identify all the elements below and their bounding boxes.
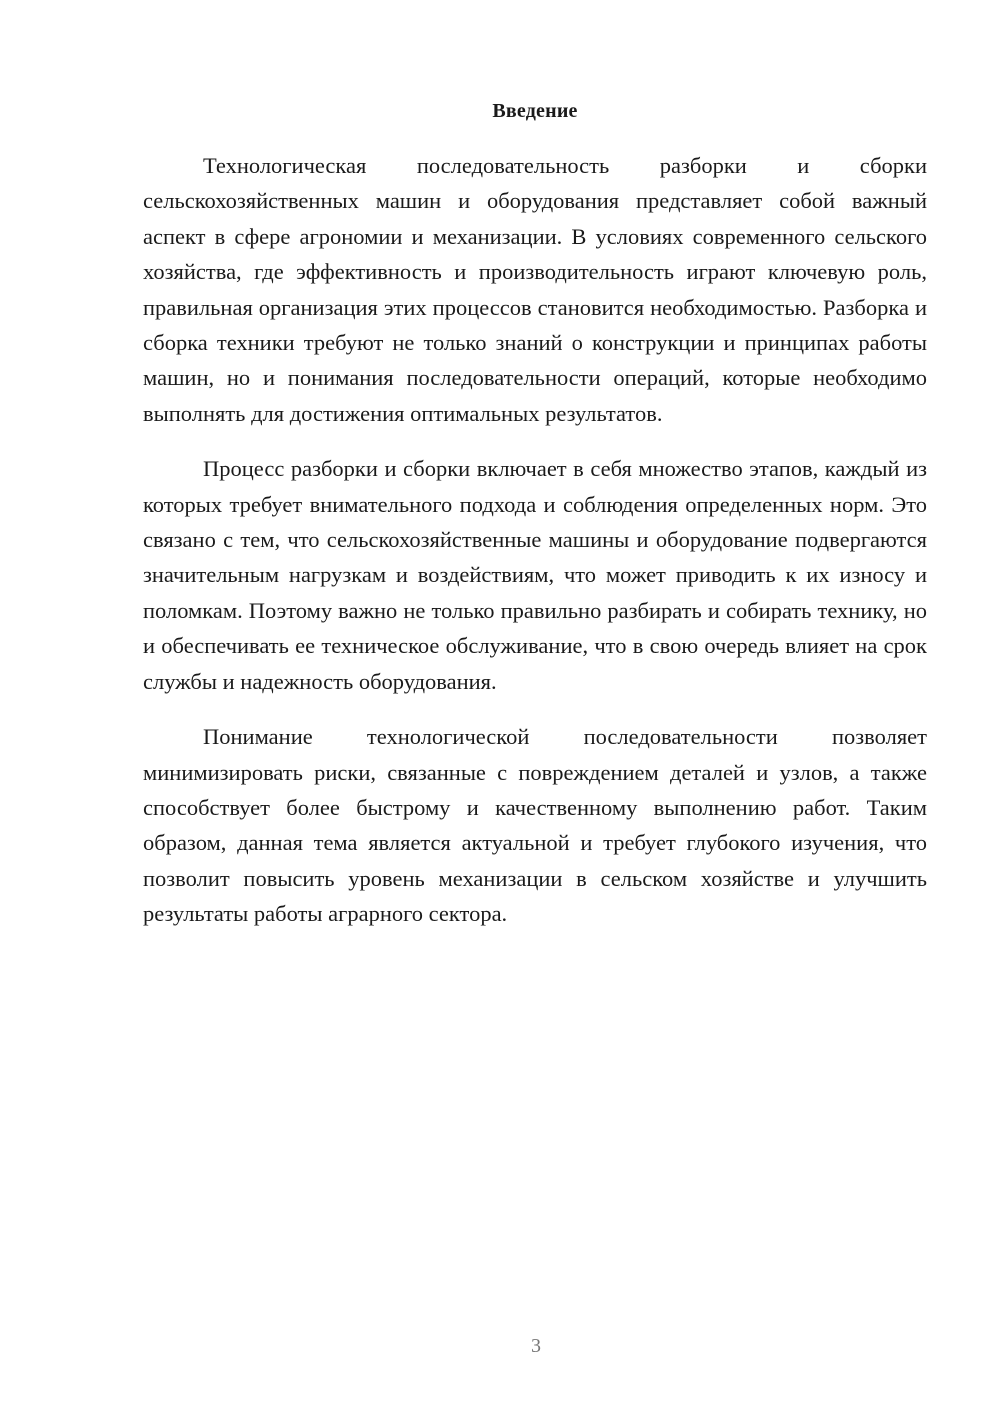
section-heading: Введение: [492, 100, 578, 122]
paragraph-1: Технологическая последовательность разборки и сборки сельскохозяйственных машин и оборудования представляет собой важный аспект в сфере агрономии и механизации. В условиях современного сельского хозяйства, где эффективность и производительность играют ключевую роль, правильная организация этих процессов становится необходимостью. Разборка и сборка техники требуют не только знаний о конструкции и принципах работы машин, но и понимания последовательности операций, которые необходимо выполнять для достижения оптимальных результатов.: [143, 153, 927, 426]
page-number: 3: [531, 1335, 541, 1357]
paragraph-3: Понимание технологической последовательности позволяет минимизировать риски, связанные с повреждением деталей и узлов, а также способствует более быстрому и качественному выполнению работ. Таким образом, данная тема является актуальной и требует глубокого изучения, что позволит повысить уровень механизации в сельском хозяйстве и улучшить результаты работы аграрного сектора.: [143, 724, 927, 927]
page-content: [143, 96, 927, 952]
paragraph-2: Процесс разборки и сборки включает в себя множество этапов, каждый из которых требует внимательного подхода и соблюдения определенных норм. Это связано с тем, что сельскохозяйственные машины и оборудование подвергаются значительным нагрузкам и воздействиям, что может приводить к их износу и поломкам. Поэтому важно не только правильно разбирать и собирать технику, но и обеспечивать ее техническое обслуживание, что в свою очередь влияет на срок службы и надежность оборудования.: [143, 456, 927, 694]
